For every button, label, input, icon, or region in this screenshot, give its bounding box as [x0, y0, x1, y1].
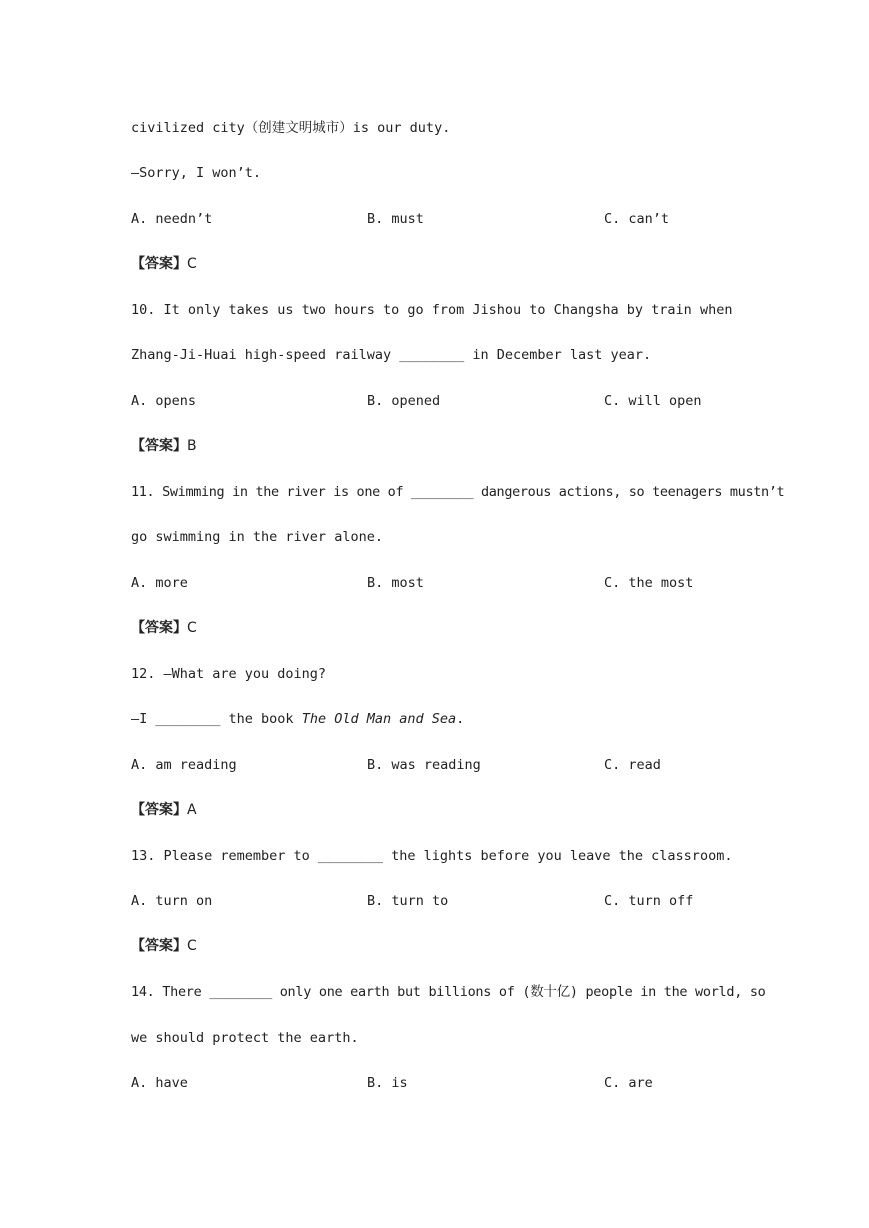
q11-answer	[131, 619, 197, 637]
q12-text-line-1: 12. —What are you doing?	[131, 666, 327, 682]
answer-value: C	[187, 938, 197, 954]
q12-answer	[131, 801, 197, 819]
answer-label: 【答案】	[131, 620, 187, 636]
q9-option-a: A. needn’t	[131, 211, 213, 227]
q13-text-line-1: 13. Please remember to ________ the lights before you leave the classroom.	[131, 848, 733, 864]
q14-text-line-1: 14. There ________ only one earth but billions of (数十亿) people in the world, so	[131, 984, 766, 1000]
q12-option-a: A. am reading	[131, 757, 237, 773]
q14-option-a: A. have	[131, 1075, 188, 1091]
q12-text-line-2	[131, 710, 464, 728]
q12-option-c: C. read	[604, 757, 661, 773]
q11-option-a: A. more	[131, 575, 188, 591]
q12-line2-prefix: —I ________ the book	[131, 711, 302, 727]
q10-text-line-2: Zhang-Ji-Huai high-speed railway ________ in December last year.	[131, 347, 652, 363]
q11-option-c: C. the most	[604, 575, 694, 591]
q9-option-b: B. must	[367, 211, 424, 227]
answer-label: 【答案】	[131, 256, 187, 272]
q14-option-c: C. are	[604, 1075, 653, 1091]
answer-label: 【答案】	[131, 438, 187, 454]
q13-option-b: B. turn to	[367, 893, 449, 909]
q11-text-line-2: go swimming in the river alone.	[131, 529, 383, 545]
answer-value: B	[187, 438, 197, 454]
q12-option-b: B. was reading	[367, 757, 481, 773]
answer-label: 【答案】	[131, 802, 187, 818]
q10-option-c: C. will open	[604, 393, 702, 409]
q14-text-line-2: we should protect the earth.	[131, 1030, 359, 1046]
q13-answer	[131, 937, 197, 955]
q10-answer	[131, 437, 197, 455]
q12-line2-suffix: .	[456, 711, 465, 727]
q13-option-c: C. turn off	[604, 893, 694, 909]
q10-option-b: B. opened	[367, 393, 441, 409]
q10-text-line-1: 10. It only takes us two hours to go from Jishou to Changsha by train when	[131, 302, 733, 318]
q9-response-line: —Sorry, I won’t.	[131, 165, 262, 181]
q11-text-line-1: 11. Swimming in the river is one of ________ dangerous actions, so teenagers mustn’t	[131, 484, 785, 500]
answer-value: A	[187, 802, 197, 818]
q13-option-a: A. turn on	[131, 893, 213, 909]
q14-option-b: B. is	[367, 1075, 408, 1091]
book-title: The Old Man and Sea	[301, 711, 457, 727]
q9-text-line: civilized city（创建文明城市）is our duty.	[131, 120, 451, 136]
answer-label: 【答案】	[131, 938, 187, 954]
q11-option-b: B. most	[367, 575, 424, 591]
answer-value: C	[187, 620, 197, 636]
q9-answer	[131, 255, 197, 273]
q10-option-a: A. opens	[131, 393, 197, 409]
q9-option-c: C. can’t	[604, 211, 670, 227]
answer-value: C	[187, 256, 197, 272]
